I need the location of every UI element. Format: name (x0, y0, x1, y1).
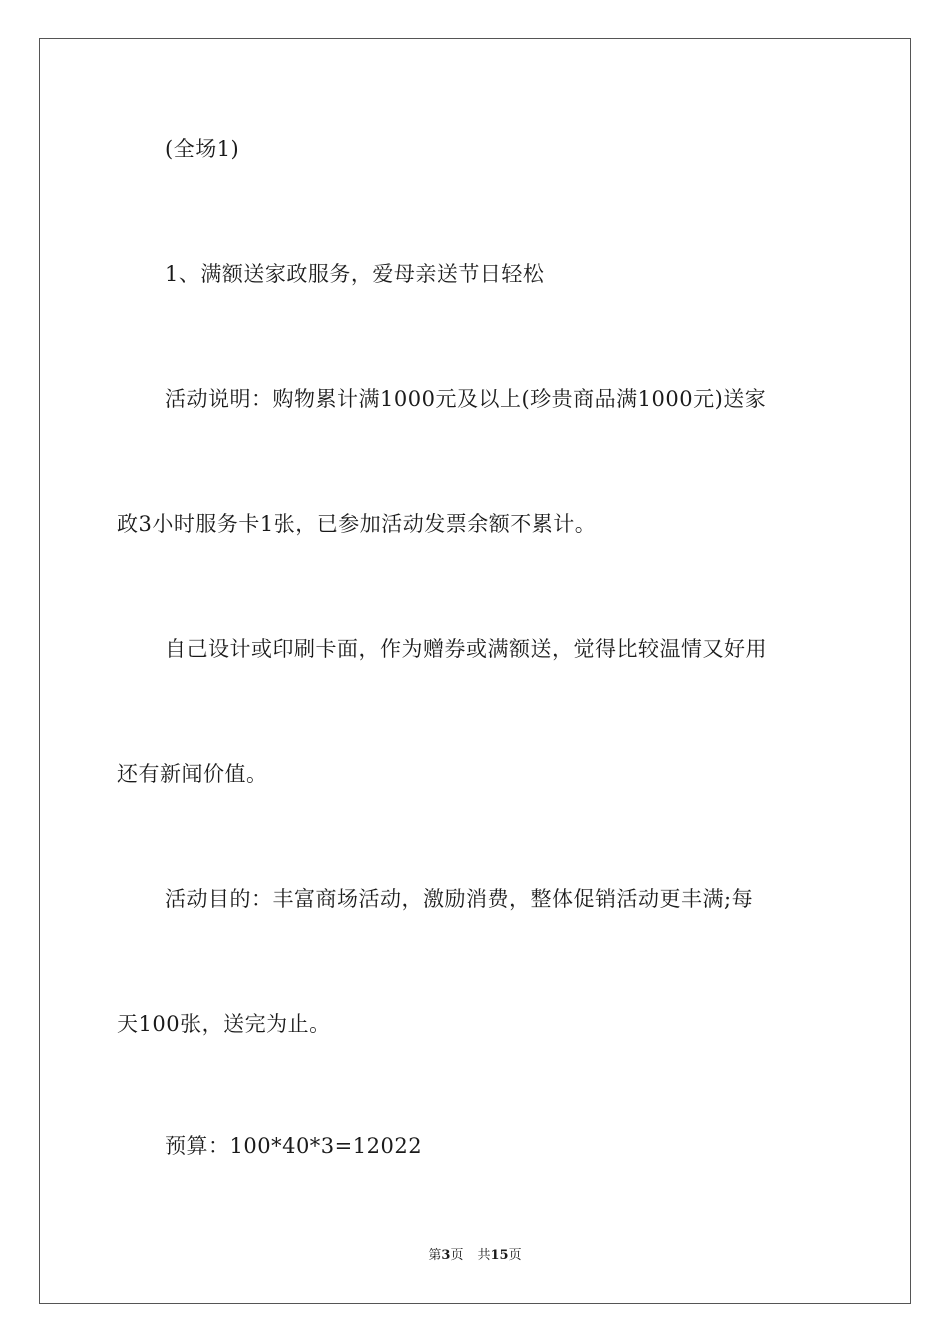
footer-page-number: 3 (441, 1248, 451, 1263)
page-border (39, 38, 911, 1304)
footer-total-pages: 15 (490, 1248, 509, 1263)
paragraph-activity-desc-line2: 政3小时服务卡1张，已参加活动发票余额不累计。 (117, 512, 597, 536)
page-footer (0, 1248, 950, 1264)
paragraph-card-design-line2: 还有新闻价值。 (117, 762, 268, 786)
paragraph-scope: (全场1) (165, 137, 240, 161)
paragraph-activity-goal-line2: 天100张，送完为止。 (117, 1012, 331, 1036)
paragraph-budget: 预算：100*40*3=12022 (165, 1134, 423, 1158)
footer-page-suffix: 页 (450, 1248, 464, 1263)
footer-page-prefix: 第 (428, 1248, 442, 1263)
heading-item-1: 1、满额送家政服务，爱母亲送节日轻松 (165, 262, 545, 286)
paragraph-activity-goal-line1: 活动目的：丰富商场活动，激励消费，整体促销活动更丰满;每 (165, 887, 754, 911)
paragraph-activity-desc-line1: 活动说明：购物累计满1000元及以上(珍贵商品满1000元)送家 (165, 387, 767, 411)
footer-total-suffix: 页 (508, 1248, 522, 1263)
paragraph-card-design-line1: 自己设计或印刷卡面，作为赠券或满额送，觉得比较温情又好用 (165, 637, 767, 661)
footer-total-prefix: 共 (477, 1248, 491, 1263)
